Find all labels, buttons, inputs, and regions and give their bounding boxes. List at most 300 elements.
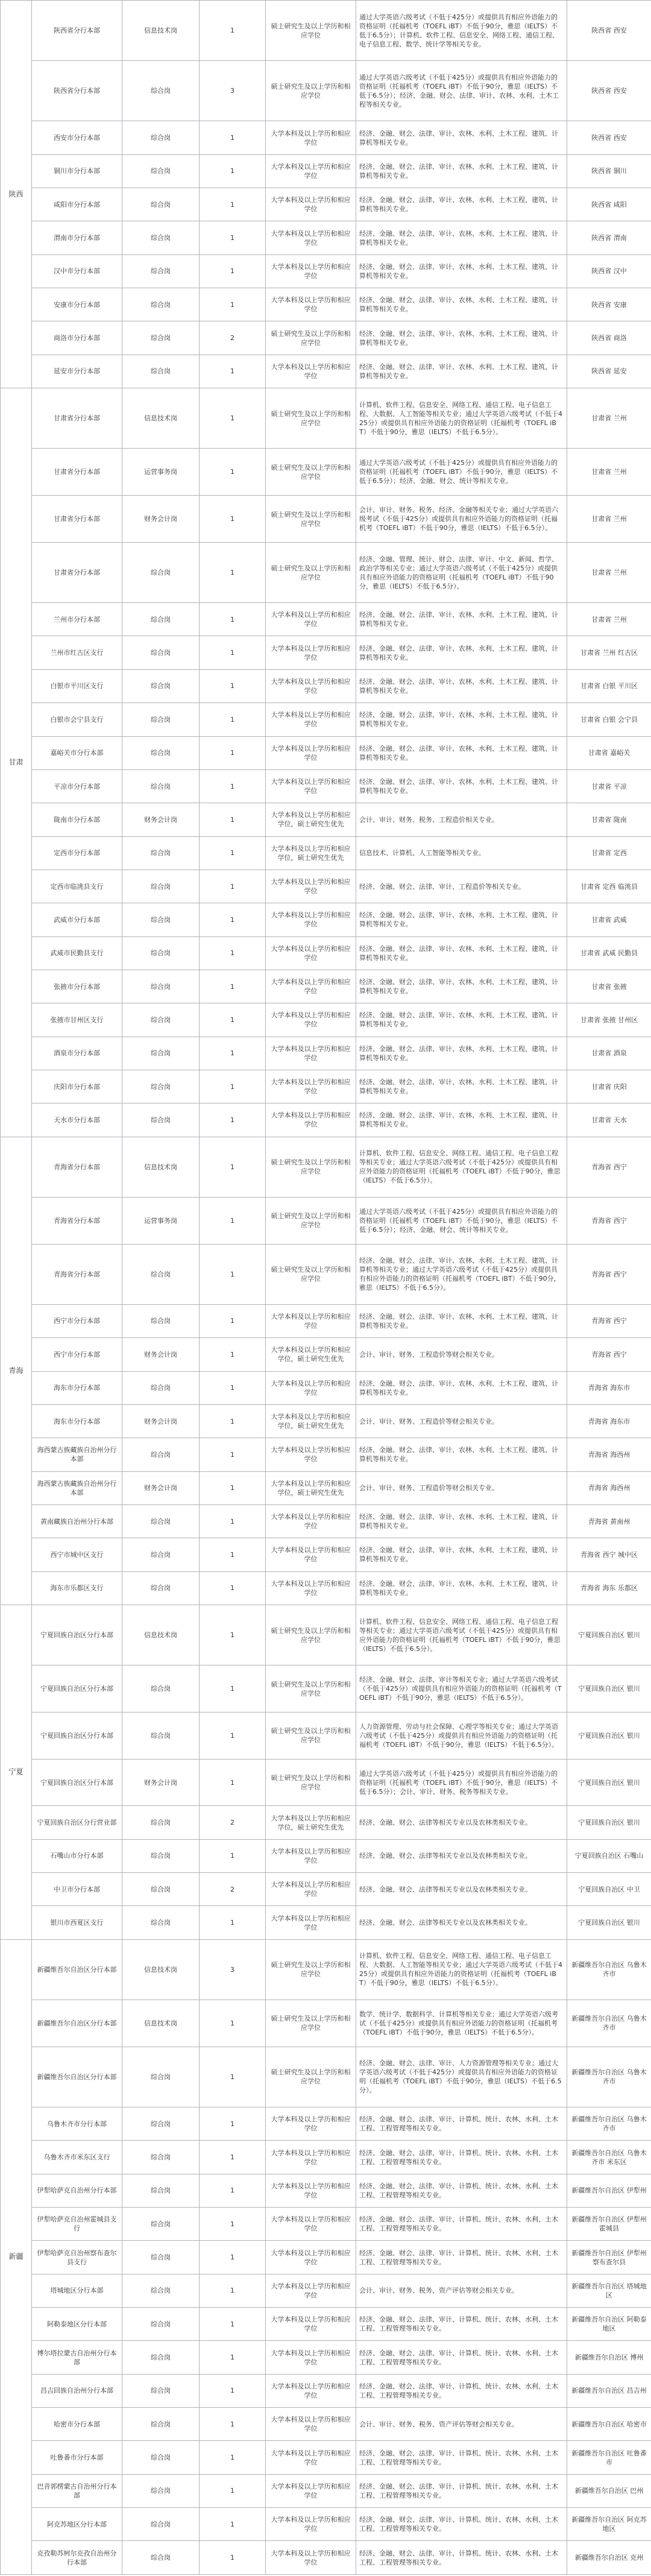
education-cell: 大学本科及以上学历和相应学位: [266, 288, 356, 321]
education-cell: 大学本科及以上学历和相应学位: [266, 1504, 356, 1538]
table-row: [1, 321, 651, 355]
education-cell: 大学本科及以上学历和相应学位: [266, 2208, 356, 2241]
position-cell: 信息技术岗: [122, 1605, 200, 1665]
position-cell: 综合岗: [122, 1003, 200, 1037]
position-cell: 综合岗: [122, 61, 200, 121]
table-row: [1, 2408, 651, 2441]
major-cell: 通过大学英语六级考试（不低于425分）或提供具有相应外语能力的资格证明（托福机考（TOEFL iBT）不低于90分，雅思（IELTS）不低于6.5分）；经济、金融、财会、法律、审计、农林、水利、土木工程等相关专业。: [356, 61, 567, 121]
count-cell: 1: [200, 1438, 266, 1471]
position-cell: 综合岗: [122, 1906, 200, 1939]
count-cell: 1: [200, 2408, 266, 2441]
location-cell: 新疆维吾尔自治区 克州: [567, 2541, 651, 2575]
major-cell: 经济、金融、财会、法律、审计、计算机、统计、农林、水利、土木工程、工程管理等相关专业。: [356, 2241, 567, 2274]
count-cell: 1: [200, 1137, 266, 1197]
table-row: [1, 903, 651, 936]
major-cell: 通过大学英语六级考试（不低于425分）或提供具有相应外语能力的资格证明（托福机考（TOEFL iBT）不低于90分，雅思（IELTS）不低于6.5分）；经济、金融、财会、统计等相关专业。: [356, 1197, 567, 1244]
major-cell: 经济、金融、财会、法律、审计、计算机、统计、农林、水利、土木工程、工程管理等相关专业。: [356, 2341, 567, 2374]
position-cell: 信息技术岗: [122, 388, 200, 449]
location-cell: 甘肃省 白银 会宁县: [567, 703, 651, 736]
position-cell: 信息技术岗: [122, 1, 200, 61]
table-row: [1, 355, 651, 388]
position-cell: 财务会计岗: [122, 496, 200, 543]
location-cell: 甘肃省 天水: [567, 1103, 651, 1137]
branch-cell: 银川市西夏区支行: [32, 1906, 122, 1939]
position-cell: 综合岗: [122, 669, 200, 702]
major-cell: 经济、金融、财会、法律、审计、计算机、统计、农林、水利、土木工程、工程管理等相关专业。: [356, 2474, 567, 2507]
branch-cell: 陕西省分行本部: [32, 1, 122, 61]
branch-cell: 宁夏回族自治区分行本部: [32, 1605, 122, 1665]
position-cell: 综合岗: [122, 1571, 200, 1605]
position-cell: 综合岗: [122, 1873, 200, 1906]
table-row: [1, 1371, 651, 1404]
branch-cell: 宁夏回族自治区分行营业部: [32, 1806, 122, 1839]
branch-cell: 伊犁哈萨克自治州霍城县支行: [32, 2208, 122, 2241]
branch-cell: 博尔塔拉蒙古自治州分行本部: [32, 2341, 122, 2374]
major-cell: 经济、金融、财会、法律、审计、农林、水利、土木工程、建筑、计算机等相关专业。: [356, 1504, 567, 1538]
branch-cell: 海西蒙古族藏族自治州分行本部: [32, 1438, 122, 1471]
count-cell: 1: [200, 1197, 266, 1244]
education-cell: 大学本科及以上学历和相应学位: [266, 1304, 356, 1337]
table-body: [1, 1, 651, 2575]
count-cell: 2: [200, 1873, 266, 1906]
education-cell: 硕士研究生及以上学历和相应学位: [266, 496, 356, 543]
table-row: [1, 188, 651, 221]
position-cell: 综合岗: [122, 2107, 200, 2141]
position-cell: 综合岗: [122, 903, 200, 936]
major-cell: 经济、金融、财会、法律、审计、人力资源管理等相关专业；通过大学英语六级考试（不低于425分）或提供具有相应外语能力的资格证明（托福机考（TOEFL iBT）不低于90分，雅思（IELTS）不低于6.5分）。: [356, 2047, 567, 2107]
position-cell: 综合岗: [122, 736, 200, 769]
count-cell: 1: [200, 2374, 266, 2407]
location-cell: 青海省 西宁: [567, 1244, 651, 1304]
major-cell: 经济、金融、财会、法律、审计、计算机、统计、农林、水利、土木工程、工程管理等相关专业。: [356, 2374, 567, 2407]
table-row: [1, 1438, 651, 1471]
branch-cell: 海东市乐都区支行: [32, 1571, 122, 1605]
branch-cell: 甘肃省分行本部: [32, 388, 122, 449]
major-cell: 会计、审计、财务、税务、资产评估等财会相关专业。: [356, 2274, 567, 2307]
major-cell: 通过大学英语六级考试（不低于425分）或提供具有相应外语能力的资格证明（托福机考（TOEFL iBT）不低于90分，雅思（IELTS）不低于6.5分）；会计、审计、财务、税务等相关专业。: [356, 1759, 567, 1806]
education-cell: 大学本科及以上学历和相应学位: [266, 2508, 356, 2541]
major-cell: 经济、金融、财会、法律、审计、农林、水利、土木工程、建筑、计算机等相关专业。: [356, 121, 567, 154]
count-cell: 1: [200, 542, 266, 602]
count-cell: 1: [200, 1712, 266, 1759]
major-cell: 经济、金融、财会、法律、审计、农林、水利、土木工程、建筑、计算机等相关专业。: [356, 1037, 567, 1070]
position-cell: 综合岗: [122, 2508, 200, 2541]
count-cell: 1: [200, 2308, 266, 2341]
education-cell: 大学本科及以上学历和相应学位: [266, 2341, 356, 2374]
education-cell: 大学本科及以上学历和相应学位，硕士研究生优先: [266, 1471, 356, 1504]
location-cell: 甘肃省 陇南: [567, 803, 651, 836]
table-row: [1, 936, 651, 970]
position-cell: 综合岗: [122, 2174, 200, 2207]
count-cell: 1: [200, 388, 266, 449]
branch-cell: 中卫市分行本部: [32, 1873, 122, 1906]
education-cell: 硕士研究生及以上学历和相应学位: [266, 388, 356, 449]
table-row: [1, 1, 651, 61]
count-cell: 1: [200, 1759, 266, 1806]
education-cell: 大学本科及以上学历和相应学位，硕士研究生优先: [266, 803, 356, 836]
branch-cell: 克孜勒苏柯尔克孜自治州分行本部: [32, 2541, 122, 2575]
location-cell: 甘肃省 平凉: [567, 769, 651, 803]
major-cell: 经济、金融、财会、法律、审计、农林、水利、土木工程、建筑、计算机等相关专业。: [356, 321, 567, 355]
branch-cell: 平凉市分行本部: [32, 769, 122, 803]
education-cell: 硕士研究生及以上学历和相应学位: [266, 321, 356, 355]
branch-cell: 西宁市城中区支行: [32, 1538, 122, 1571]
count-cell: 1: [200, 2141, 266, 2174]
count-cell: 1: [200, 1665, 266, 1713]
count-cell: 1: [200, 1471, 266, 1504]
position-cell: 综合岗: [122, 2441, 200, 2474]
table-row: [1, 1070, 651, 1103]
major-cell: 计算机、软件工程、信息安全、网络工程、通信工程、电子信息工程、大数据、人工智能等相关专业；通过大学英语六级考试（不低于425分）或提供具有相应外语能力的资格证明（托福机考（TOEFL iBT）不低于90分，雅思（IELTS）不低于6.5分）。: [356, 1939, 567, 2000]
major-cell: 经济、金融、财会、法律、审计、农林、水利、土木工程、建筑、计算机等相关专业。: [356, 221, 567, 254]
position-cell: 综合岗: [122, 154, 200, 188]
count-cell: 1: [200, 1070, 266, 1103]
education-cell: 硕士研究生及以上学历和相应学位: [266, 1939, 356, 2000]
education-cell: 大学本科及以上学历和相应学位: [266, 355, 356, 388]
branch-cell: 青海省分行本部: [32, 1197, 122, 1244]
major-cell: 会计、审计、财务、税务、工程造价相关专业。: [356, 803, 567, 836]
position-cell: 综合岗: [122, 2341, 200, 2374]
branch-cell: 青海省分行本部: [32, 1137, 122, 1197]
branch-cell: 新疆维吾尔自治区分行本部: [32, 1939, 122, 2000]
table-row: [1, 736, 651, 769]
education-cell: 大学本科及以上学历和相应学位，硕士研究生优先: [266, 1404, 356, 1438]
table-row: [1, 636, 651, 669]
position-cell: 综合岗: [122, 2141, 200, 2174]
branch-cell: 汉中市分行本部: [32, 254, 122, 288]
position-cell: 综合岗: [122, 836, 200, 870]
major-cell: 经济、金融、财会、法律、审计、农林、水利、土木工程、建筑、计算机等相关专业。: [356, 636, 567, 669]
position-cell: 综合岗: [122, 542, 200, 602]
branch-cell: 白银市会宁县支行: [32, 703, 122, 736]
education-cell: 大学本科及以上学历和相应学位: [266, 1839, 356, 1872]
location-cell: 青海省 西宁: [567, 1304, 651, 1337]
table-row: [1, 121, 651, 154]
location-cell: 新疆维吾尔自治区 伊犁州 霍城县: [567, 2208, 651, 2241]
position-cell: 信息技术岗: [122, 2000, 200, 2047]
education-cell: 大学本科及以上学历和相应学位: [266, 1003, 356, 1037]
education-cell: 硕士研究生及以上学历和相应学位: [266, 1244, 356, 1304]
branch-cell: 天水市分行本部: [32, 1103, 122, 1137]
location-cell: 新疆维吾尔自治区 吐鲁番市: [567, 2441, 651, 2474]
count-cell: 2: [200, 1806, 266, 1839]
education-cell: 硕士研究生及以上学历和相应学位: [266, 61, 356, 121]
major-cell: 计算机、软件工程、信息安全、网络工程、通信工程、电子信息工程、大数据、人工智能等相关专业；通过大学英语六级考试（不低于425分）或提供具有相应外语能力的资格证明（托福机考（TOEFL iBT）不低于90分，雅思（IELTS）不低于6.5分）。: [356, 388, 567, 449]
major-cell: 会计、审计、财务、工程造价等财会相关专业。: [356, 1404, 567, 1438]
table-row: [1, 2107, 651, 2141]
major-cell: 经济、金融、财会、法律、审计、农林、水利、土木工程、建筑、计算机等相关专业。: [356, 936, 567, 970]
count-cell: 1: [200, 1538, 266, 1571]
table-row: [1, 2174, 651, 2207]
count-cell: 1: [200, 2441, 266, 2474]
count-cell: 1: [200, 1571, 266, 1605]
major-cell: 经济、金融、财会、法律、审计、计算机、统计、农林、水利、土木工程、工程管理等相关专业。: [356, 2308, 567, 2341]
education-cell: 硕士研究生及以上学历和相应学位: [266, 542, 356, 602]
branch-cell: 宁夏回族自治区分行本部: [32, 1665, 122, 1713]
table-row: [1, 61, 651, 121]
location-cell: 陕西省 咸阳: [567, 188, 651, 221]
position-cell: 综合岗: [122, 355, 200, 388]
major-cell: 经济、金融、财会、法律、审计、农林、水利、土木工程、建筑、计算机等相关专业。: [356, 1103, 567, 1137]
table-row: [1, 1304, 651, 1337]
branch-cell: 阿克苏地区分行本部: [32, 2508, 122, 2541]
count-cell: 1: [200, 1906, 266, 1939]
education-cell: 大学本科及以上学历和相应学位: [266, 1538, 356, 1571]
major-cell: 经济、金融、财会、法律等相关专业以及农林类相关专业。: [356, 1873, 567, 1906]
education-cell: 大学本科及以上学历和相应学位: [266, 121, 356, 154]
position-cell: 综合岗: [122, 1839, 200, 1872]
major-cell: 经济、金融、财会、法律、审计、农林、水利、土木工程、建筑、计算机等相关专业。: [356, 1371, 567, 1404]
table-row: [1, 2308, 651, 2341]
major-cell: 经济、金融、财会、法律、审计、农林、水利、土木工程、建筑、计算机等相关专业。: [356, 669, 567, 702]
position-cell: 综合岗: [122, 1304, 200, 1337]
location-cell: 新疆维吾尔自治区 乌鲁木齐市: [567, 2000, 651, 2047]
position-cell: 综合岗: [122, 1244, 200, 1304]
table-row: [1, 254, 651, 288]
education-cell: 硕士研究生及以上学历和相应学位: [266, 1605, 356, 1665]
branch-cell: 新疆维吾尔自治区分行本部: [32, 2047, 122, 2107]
position-cell: 综合岗: [122, 1806, 200, 1839]
position-cell: 综合岗: [122, 870, 200, 903]
education-cell: 大学本科及以上学历和相应学位: [266, 669, 356, 702]
count-cell: 1: [200, 288, 266, 321]
major-cell: 经济、金融、财会、法律等相关专业以及农林类相关专业。: [356, 1906, 567, 1939]
position-cell: 综合岗: [122, 188, 200, 221]
location-cell: 新疆维吾尔自治区 阿克苏地区: [567, 2508, 651, 2541]
location-cell: 新疆维吾尔自治区 乌鲁木齐市: [567, 1939, 651, 2000]
branch-cell: 兰州市分行本部: [32, 603, 122, 636]
major-cell: 经济、金融、财会、法律、审计、工程造价等相关专业。: [356, 870, 567, 903]
education-cell: 硕士研究生及以上学历和相应学位: [266, 2000, 356, 2047]
table-row: [1, 1538, 651, 1571]
position-cell: 财务会计岗: [122, 1338, 200, 1371]
count-cell: 1: [200, 2000, 266, 2047]
location-cell: 宁夏回族自治区 中卫: [567, 1873, 651, 1906]
education-cell: 大学本科及以上学历和相应学位: [266, 2441, 356, 2474]
location-cell: 甘肃省 张掖 甘州区: [567, 1003, 651, 1037]
table-row: [1, 1839, 651, 1872]
major-cell: 经济、金融、财会、法律、审计、计算机、统计、农林、水利、土木工程、工程管理等相关专业。: [356, 2107, 567, 2141]
count-cell: 1: [200, 2208, 266, 2241]
count-cell: 1: [200, 1, 266, 61]
branch-cell: 昌吉回族自治州分行本部: [32, 2374, 122, 2407]
location-cell: 青海省 西宁 城中区: [567, 1538, 651, 1571]
location-cell: 陕西省 商洛: [567, 321, 651, 355]
education-cell: 大学本科及以上学历和相应学位: [266, 188, 356, 221]
location-cell: 青海省 海东市: [567, 1404, 651, 1438]
table-row: [1, 669, 651, 702]
count-cell: 1: [200, 669, 266, 702]
major-cell: 会计、审计、财务、税务、经济、金融等相关专业；通过大学英语六级考试（不低于425分）或提供具有相应外语能力的资格证明（托福机考（TOEFL iBT）不低于90分，雅思（IELTS）不低于6.5分）。: [356, 496, 567, 543]
major-cell: 人力资源管理、劳动与社会保障、心理学等相关专业；通过大学英语六级考试（不低于425分）或提供具有相应外语能力的资格证明（托福机考（TOEFL iBT）不低于90分，雅思（IELTS）不低于6.5分）。: [356, 1712, 567, 1759]
table-row: [1, 2241, 651, 2274]
major-cell: 会计、审计、财务、税务、资产评估等财会相关专业。: [356, 2408, 567, 2441]
count-cell: 1: [200, 2541, 266, 2575]
major-cell: 经济、金融、财会、法律、审计、计算机、统计、农林、水利、土木工程、工程管理等相关专业。: [356, 2541, 567, 2575]
location-cell: 新疆维吾尔自治区 乌鲁木齐市 米东区: [567, 2141, 651, 2174]
major-cell: 经济、金融、财会、法律、审计、农林、水利、土木工程、建筑、计算机等相关专业。: [356, 288, 567, 321]
branch-cell: 宁夏回族自治区分行本部: [32, 1759, 122, 1806]
location-cell: 宁夏回族自治区 银川: [567, 1605, 651, 1665]
position-cell: 综合岗: [122, 121, 200, 154]
province-cell: 甘肃: [1, 388, 32, 1137]
education-cell: 硕士研究生及以上学历和相应学位: [266, 1759, 356, 1806]
education-cell: 大学本科及以上学历和相应学位: [266, 736, 356, 769]
count-cell: 1: [200, 2241, 266, 2274]
count-cell: 1: [200, 1037, 266, 1070]
location-cell: 陕西省 西安: [567, 121, 651, 154]
table-row: [1, 496, 651, 543]
education-cell: 大学本科及以上学历和相应学位: [266, 2541, 356, 2575]
count-cell: 1: [200, 1304, 266, 1337]
location-cell: 宁夏回族自治区 石嘴山: [567, 1839, 651, 1872]
branch-cell: 塔城地区分行本部: [32, 2274, 122, 2307]
location-cell: 甘肃省 张掖: [567, 970, 651, 1003]
location-cell: 甘肃省 兰州: [567, 542, 651, 602]
branch-cell: 哈密市分行本部: [32, 2408, 122, 2441]
position-cell: 综合岗: [122, 254, 200, 288]
location-cell: 甘肃省 兰州 红古区: [567, 636, 651, 669]
table-row: [1, 1471, 651, 1504]
branch-cell: 庆阳市分行本部: [32, 1070, 122, 1103]
table-row: [1, 703, 651, 736]
major-cell: 经济、金融、财会、法律、审计、农林、水利、土木工程、建筑、计算机等相关专业。: [356, 1070, 567, 1103]
major-cell: 经济、金融、财会、法律、审计、农林、水利、土木工程、建筑、计算机等相关专业。: [356, 355, 567, 388]
count-cell: 1: [200, 221, 266, 254]
major-cell: 经济、金融、财会、法律、审计、计算机、统计、农林、水利、土木工程、工程管理等相关专业。: [356, 2141, 567, 2174]
table-row: [1, 1806, 651, 1839]
location-cell: 甘肃省 兰州: [567, 449, 651, 496]
location-cell: 青海省 西宁: [567, 1197, 651, 1244]
education-cell: 大学本科及以上学历和相应学位: [266, 1438, 356, 1471]
location-cell: 宁夏回族自治区 银川: [567, 1759, 651, 1806]
location-cell: 新疆维吾尔自治区 巴州: [567, 2474, 651, 2507]
count-cell: 1: [200, 736, 266, 769]
location-cell: 新疆维吾尔自治区 博州: [567, 2341, 651, 2374]
branch-cell: 兰州市红古区支行: [32, 636, 122, 669]
branch-cell: 酒泉市分行本部: [32, 1037, 122, 1070]
count-cell: 1: [200, 1371, 266, 1404]
table-row: [1, 2208, 651, 2241]
education-cell: 大学本科及以上学历和相应学位: [266, 703, 356, 736]
table-row: [1, 1244, 651, 1304]
location-cell: 青海省 西宁: [567, 1338, 651, 1371]
count-cell: 1: [200, 2474, 266, 2507]
table-row: [1, 1759, 651, 1806]
table-row: [1, 2000, 651, 2047]
table-row: [1, 449, 651, 496]
branch-cell: 定西市临洮县支行: [32, 870, 122, 903]
province-cell: 青海: [1, 1137, 32, 1605]
province-cell: 陕西: [1, 1, 32, 388]
province-cell: 宁夏: [1, 1605, 32, 1939]
position-cell: 综合岗: [122, 1037, 200, 1070]
branch-cell: 伊犁哈萨克自治州察布查尔县支行: [32, 2241, 122, 2274]
branch-cell: 嘉峪关市分行本部: [32, 736, 122, 769]
major-cell: 通过大学英语六级考试（不低于425分）或提供具有相应外语能力的资格证明（托福机考（TOEFL iBT）不低于90分，雅思（IELTS）不低于6.5分）；计算机、软件工程、信息安全、网络工程、通信工程、电子信息工程、数学、统计学等相关专业。: [356, 1, 567, 61]
education-cell: 大学本科及以上学历和相应学位: [266, 1571, 356, 1605]
major-cell: 经济、金融、财会、法律、审计、农林、水利、土木工程、建筑、计算机等相关专业。: [356, 736, 567, 769]
position-cell: 综合岗: [122, 636, 200, 669]
position-cell: 综合岗: [122, 2308, 200, 2341]
count-cell: 1: [200, 636, 266, 669]
education-cell: 大学本科及以上学历和相应学位: [266, 1070, 356, 1103]
branch-cell: 甘肃省分行本部: [32, 449, 122, 496]
major-cell: 经济、金融、财会、法律、审计等相关专业；通过大学英语六级考试（不低于425分）或提供具有相应外语能力的资格证明（托福机考（TOEFL iBT）不低于90分，雅思（IELTS）不低于6.5分）。: [356, 1665, 567, 1713]
table-row: [1, 1137, 651, 1197]
branch-cell: 铜川市分行本部: [32, 154, 122, 188]
major-cell: 经济、金融、财会、法律、审计、农林、水利、土木工程、建筑、计算机等相关专业。: [356, 1571, 567, 1605]
count-cell: 1: [200, 496, 266, 543]
location-cell: 青海省 西宁: [567, 1137, 651, 1197]
major-cell: 信息技术、计算机、人工智能等相关专业。: [356, 836, 567, 870]
location-cell: 宁夏回族自治区 银川: [567, 1712, 651, 1759]
location-cell: 陕西省 西安: [567, 1, 651, 61]
province-cell: 新疆: [1, 1939, 32, 2574]
branch-cell: 黄南藏族自治州分行本部: [32, 1504, 122, 1538]
count-cell: 3: [200, 1939, 266, 2000]
branch-cell: 乌鲁木齐市米东区支行: [32, 2141, 122, 2174]
location-cell: 陕西省 渭南: [567, 221, 651, 254]
location-cell: 甘肃省 定西: [567, 836, 651, 870]
table-row: [1, 1404, 651, 1438]
major-cell: 经济、金融、财会、法律、审计、农林、水利、土木工程、建筑、计算机等相关专业。: [356, 769, 567, 803]
education-cell: 大学本科及以上学历和相应学位: [266, 2274, 356, 2307]
position-cell: 综合岗: [122, 2541, 200, 2575]
count-cell: 1: [200, 1244, 266, 1304]
position-cell: 综合岗: [122, 1103, 200, 1137]
position-cell: 财务会计岗: [122, 1471, 200, 1504]
education-cell: 大学本科及以上学历和相应学位: [266, 769, 356, 803]
location-cell: 青海省 黄南州: [567, 1504, 651, 1538]
branch-cell: 新疆维吾尔自治区分行本部: [32, 2000, 122, 2047]
count-cell: 1: [200, 2341, 266, 2374]
count-cell: 1: [200, 703, 266, 736]
position-cell: 综合岗: [122, 970, 200, 1003]
major-cell: 计算机、软件工程、信息安全、网络工程、通信工程、电子信息工程等相关专业；通过大学英语六级考试（不低于425分）或提供具有相应外语能力的资格证明（托福机考（TOEFL iBT）不低于90分，雅思（IELTS）不低于6.5分）。: [356, 1137, 567, 1197]
position-cell: 综合岗: [122, 769, 200, 803]
table-row: [1, 1338, 651, 1371]
position-cell: 综合岗: [122, 2047, 200, 2107]
table-row: [1, 603, 651, 636]
education-cell: 大学本科及以上学历和相应学位，硕士研究生优先: [266, 836, 356, 870]
education-cell: 大学本科及以上学历和相应学位: [266, 2141, 356, 2174]
table-row: [1, 870, 651, 903]
education-cell: 大学本科及以上学历和相应学位: [266, 870, 356, 903]
location-cell: 甘肃省 嘉峪关: [567, 736, 651, 769]
location-cell: 陕西省 安康: [567, 288, 651, 321]
branch-cell: 张掖市甘州区支行: [32, 1003, 122, 1037]
branch-cell: 西宁市分行本部: [32, 1304, 122, 1337]
table-row: [1, 1939, 651, 2000]
major-cell: 经济、金融、管理、统计、财会、法律、审计、中文、新闻、哲学、政治学等相关专业；通过大学英语六级考试（不低于425分）或提供具有相应外语能力的资格证明（托福机考（TOEFL iBT）不低于90分，雅思（IELTS）不低于6.5分）。: [356, 542, 567, 602]
education-cell: 硕士研究生及以上学历和相应学位: [266, 1, 356, 61]
education-cell: 大学本科及以上学历和相应学位: [266, 2474, 356, 2507]
count-cell: 1: [200, 154, 266, 188]
position-cell: 综合岗: [122, 1504, 200, 1538]
location-cell: 甘肃省 定西 临洮县: [567, 870, 651, 903]
count-cell: 1: [200, 1605, 266, 1665]
table-row: [1, 1504, 651, 1538]
count-cell: 1: [200, 2508, 266, 2541]
count-cell: 1: [200, 121, 266, 154]
table-row: [1, 2474, 651, 2507]
branch-cell: 陕西省分行本部: [32, 61, 122, 121]
major-cell: 计算机、软件工程、信息安全、网络工程、通信工程、电子信息工程等相关专业；通过大学英语六级考试（不低于425分）或提供具有相应外语能力的资格证明（托福机考（TOEFL iBT）不低于90分，雅思（IELTS）不低于6.5分）。: [356, 1605, 567, 1665]
major-cell: 会计、审计、财务、工程造价等财会相关专业。: [356, 1471, 567, 1504]
education-cell: 大学本科及以上学历和相应学位: [266, 1906, 356, 1939]
branch-cell: 武威市民勤县支行: [32, 936, 122, 970]
